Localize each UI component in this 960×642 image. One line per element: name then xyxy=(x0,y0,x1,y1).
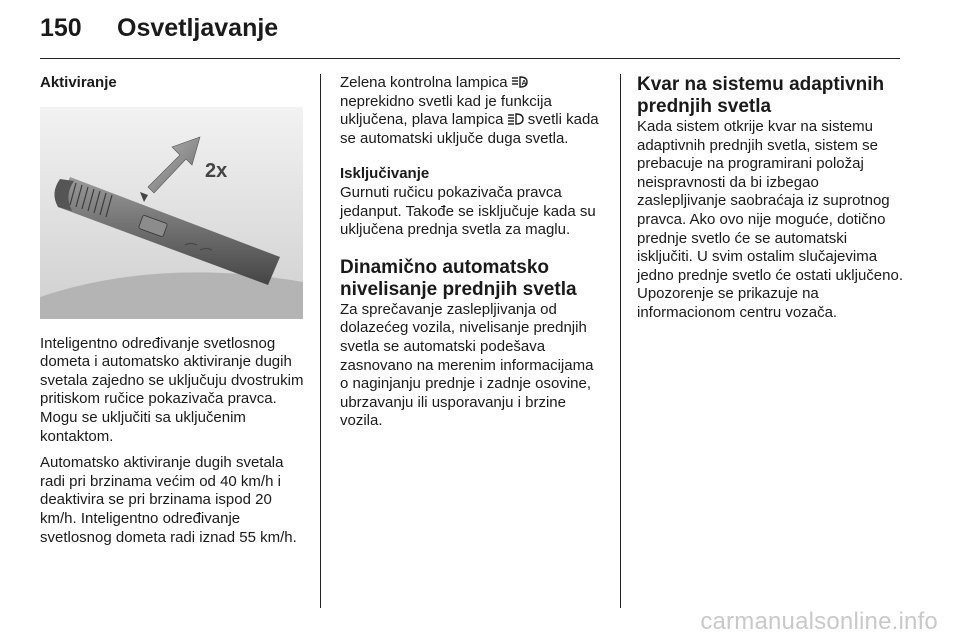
auto-high-beam-icon xyxy=(512,76,528,88)
section-heading-deactivation: Isključivanje xyxy=(340,165,430,183)
paragraph-activation-1: Inteligentno određivanje svetlosnog dometa i automatsko aktiviranje dugih svetala zajedno se uključuju dvostrukim pritiskom ručice pokazivača pravca. Mogu se uključiti sa uključenim kontaktom. xyxy=(40,334,304,445)
page-title: Osvetljavanje xyxy=(117,14,279,42)
figure-label-2x: 2x xyxy=(205,159,228,182)
paragraph-afl-fault: Kada sistem otkrije kvar na sistemu adaptivnih prednjih svetla, sistem se prebacuje na programirani položaj neispravnosti da bi izbegao zaslepljivanje saobraćaja iz suprotnog pravca. Ako ovo nije moguće, dotično prednje svetlo će se automatski isključiti. U svim ostalim slučajevima jedno prednje svetlo će ostati uključeno. Upozorenje se prikazuje na informacionom centru vozača. xyxy=(637,118,904,321)
paragraph-indicator-lamps: Zelena kontrolna lampica A neprekidno svetli kad je funkcija uključena, plava lampica svetli kada se automatski uključe duga svetla. xyxy=(340,74,599,147)
section-heading-dynamic-leveling: Dinamično automatsko nivelisanje prednjih svetla xyxy=(340,256,577,300)
page-number: 150 xyxy=(40,14,82,42)
svg-text:A: A xyxy=(521,80,527,87)
column-3 xyxy=(637,74,907,323)
column-divider-1 xyxy=(320,74,321,608)
paragraph-activation-2: Automatsko aktiviranje dugih svetala radi pri brzinama većim od 40 km/h i deaktivira se pri brzinama ispod 20 km/h. Inteligentno određivanje svetlosnog dometa radi iznad 55 km/h. xyxy=(40,454,297,546)
column-divider-2 xyxy=(620,74,621,608)
watermark: carmanualsonline.info xyxy=(700,608,938,635)
section-heading-activation: Aktiviranje xyxy=(40,74,117,91)
column-1 xyxy=(40,74,306,547)
paragraph-dynamic-leveling: Za sprečavanje zaslepljivanja od dolazećeg vozila, nivelisanje prednjih svetla se automatski podešava zasnovano na merenim informacijama o naginjanju prednje i zadnje osovine, ubrzavanju ili usporavanju i brzine vozila. xyxy=(340,300,594,430)
high-beam-icon xyxy=(508,113,524,125)
section-heading-afl-fault: Kvar na sistemu adaptivnih prednjih svetla xyxy=(637,74,885,117)
paragraph-deactivation: Gurnuti ručicu pokazivača pravca jedanput. Takođe se isključuje kada su uključena prednja svetla za maglu. xyxy=(340,183,596,239)
header-divider xyxy=(40,58,900,59)
turn-signal-lever-illustration xyxy=(40,107,303,319)
column-2 xyxy=(340,74,605,431)
